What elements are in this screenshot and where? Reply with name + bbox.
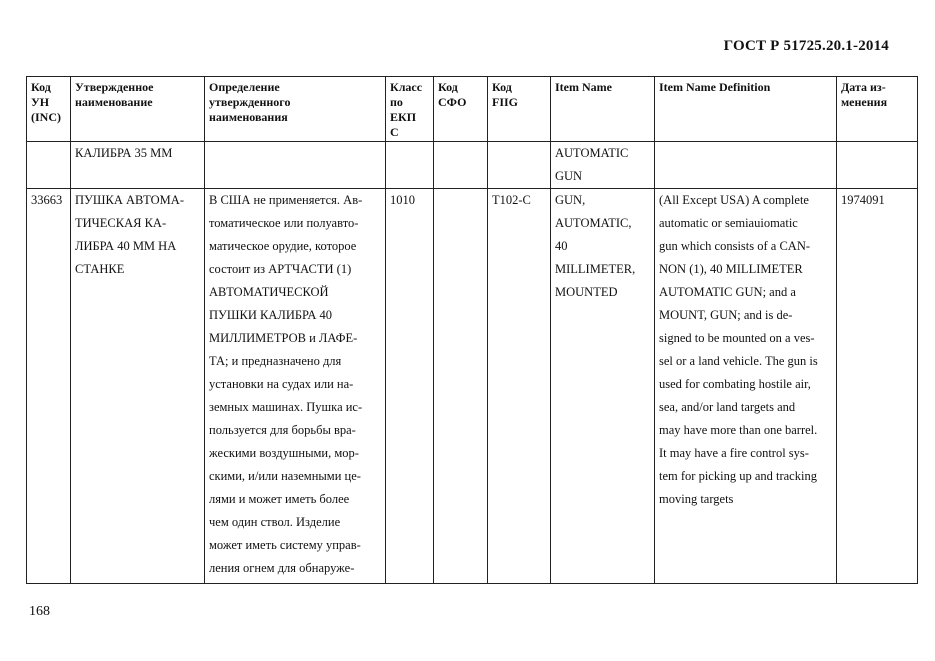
text-line: AUTOMATIC GUN; and a <box>659 285 796 299</box>
header-line: Код <box>438 80 458 94</box>
text-line: может иметь систему управ- <box>209 538 361 552</box>
text-line: It may have a fire control sys- <box>659 446 809 460</box>
header-line: утвержденного <box>209 95 291 109</box>
header-line: Класс <box>390 80 423 94</box>
header-change-date <box>837 77 918 142</box>
text-line: КАЛИБРА 35 ММ <box>75 146 173 160</box>
text-line: В США не применяется. Ав- <box>209 193 363 207</box>
text-line: ЛИБРА 40 ММ НА <box>75 239 177 253</box>
text-line: GUN <box>555 169 583 183</box>
text-line: установки на судах или на- <box>209 377 354 391</box>
cell-fiig: T102-C <box>488 189 551 584</box>
text-line: чем один ствол. Изделие <box>209 515 341 529</box>
cell-definition <box>205 189 386 584</box>
header-line: С <box>390 125 399 139</box>
cell-sfo <box>434 142 488 189</box>
cell-approved-name <box>71 142 205 189</box>
cell-date <box>837 142 918 189</box>
text-line: ПУШКА АВТОМА- <box>75 193 184 207</box>
cell-inc <box>27 142 71 189</box>
text-line: AUTOMATIC, <box>555 216 632 230</box>
text-line: матическое орудие, которое <box>209 239 357 253</box>
text-line: жескими воздушными, мор- <box>209 446 359 460</box>
text-line: automatic or semiauiomatic <box>659 216 798 230</box>
cell-item-definition <box>655 142 837 189</box>
text-line: moving targets <box>659 492 734 506</box>
text-line: tem for picking up and tracking <box>659 469 817 483</box>
cell-item-definition <box>655 189 837 584</box>
header-line: Item Name Definition <box>659 80 771 94</box>
cell-fiig <box>488 142 551 189</box>
header-line: наименования <box>209 110 288 124</box>
cell-item-name <box>551 142 655 189</box>
specification-table <box>26 76 918 584</box>
text-line: скими, и/или наземными це- <box>209 469 361 483</box>
text-line: used for combating hostile air, <box>659 377 811 391</box>
text-line: ТИЧЕСКАЯ КА- <box>75 216 167 230</box>
header-line: СФО <box>438 95 467 109</box>
header-line: Код <box>492 80 512 94</box>
text-line: ления огнем для обнаруже- <box>209 561 355 575</box>
header-line: (INC) <box>31 110 61 124</box>
text-line: gun which consists of a CAN- <box>659 239 811 253</box>
header-sfo-code <box>434 77 488 142</box>
table-row-continuation <box>27 142 918 189</box>
text-line: sea, and/or land targets and <box>659 400 796 414</box>
header-item-name-definition <box>655 77 837 142</box>
cell-class <box>386 142 434 189</box>
header-line: наименование <box>75 95 153 109</box>
header-line: Item Name <box>555 80 612 94</box>
text-line: пользуется для борьбы вра- <box>209 423 356 437</box>
text-line: СТАНКЕ <box>75 262 125 276</box>
cell-date: 1974091 <box>837 189 918 584</box>
text-line: 40 <box>555 239 568 253</box>
text-line: ТА; и предназначено для <box>209 354 342 368</box>
table-row <box>27 189 918 584</box>
document-code: ГОСТ Р 51725.20.1-2014 <box>723 38 889 54</box>
text-line: MOUNTED <box>555 285 618 299</box>
cell-approved-name <box>71 189 205 584</box>
text-line: GUN, <box>555 193 586 207</box>
text-line: MOUNT, GUN; and is de- <box>659 308 793 322</box>
header-line: Код <box>31 80 51 94</box>
header-class <box>386 77 434 142</box>
text-line: земных машинах. Пушка ис- <box>209 400 363 414</box>
header-line: Дата из- <box>841 80 886 94</box>
cell-item-name <box>551 189 655 584</box>
cell-definition <box>205 142 386 189</box>
text-line: AUTOMATIC <box>555 146 629 160</box>
header-row <box>27 77 918 142</box>
header-line: по <box>390 95 403 109</box>
header-fiig-code <box>488 77 551 142</box>
cell-sfo <box>434 189 488 584</box>
text-line: (All Except USA) A complete <box>659 193 809 207</box>
header-definition <box>205 77 386 142</box>
text-line: may have more than one barrel. <box>659 423 818 437</box>
header-approved-name <box>71 77 205 142</box>
cell-class: 1010 <box>386 189 434 584</box>
header-inc-code <box>27 77 71 142</box>
text-line: лями и может иметь более <box>209 492 350 506</box>
text-line: NON (1), 40 MILLIMETER <box>659 262 803 276</box>
header-line: FIIG <box>492 95 519 109</box>
text-line: томатическое или полуавто- <box>209 216 359 230</box>
header-line: Определение <box>209 80 280 94</box>
header-line: УН <box>31 95 50 109</box>
cell-inc: 33663 <box>27 189 71 584</box>
text-line: signed to be mounted on a ves- <box>659 331 815 345</box>
text-line: состоит из АРТЧАСТИ (1) <box>209 262 352 276</box>
text-line: ПУШКИ КАЛИБРА 40 <box>209 308 333 322</box>
text-line: МИЛЛИМЕТРОВ и ЛАФЕ- <box>209 331 358 345</box>
page-number: 168 <box>29 604 50 619</box>
header-line: ЕКП <box>390 110 417 124</box>
header-item-name <box>551 77 655 142</box>
header-line: Утвержденное <box>75 80 154 94</box>
text-line: MILLIMETER, <box>555 262 636 276</box>
text-line: sel or a land vehicle. The gun is <box>659 354 818 368</box>
header-line: менения <box>841 95 888 109</box>
text-line: АВТОМАТИЧЕСКОЙ <box>209 285 329 299</box>
